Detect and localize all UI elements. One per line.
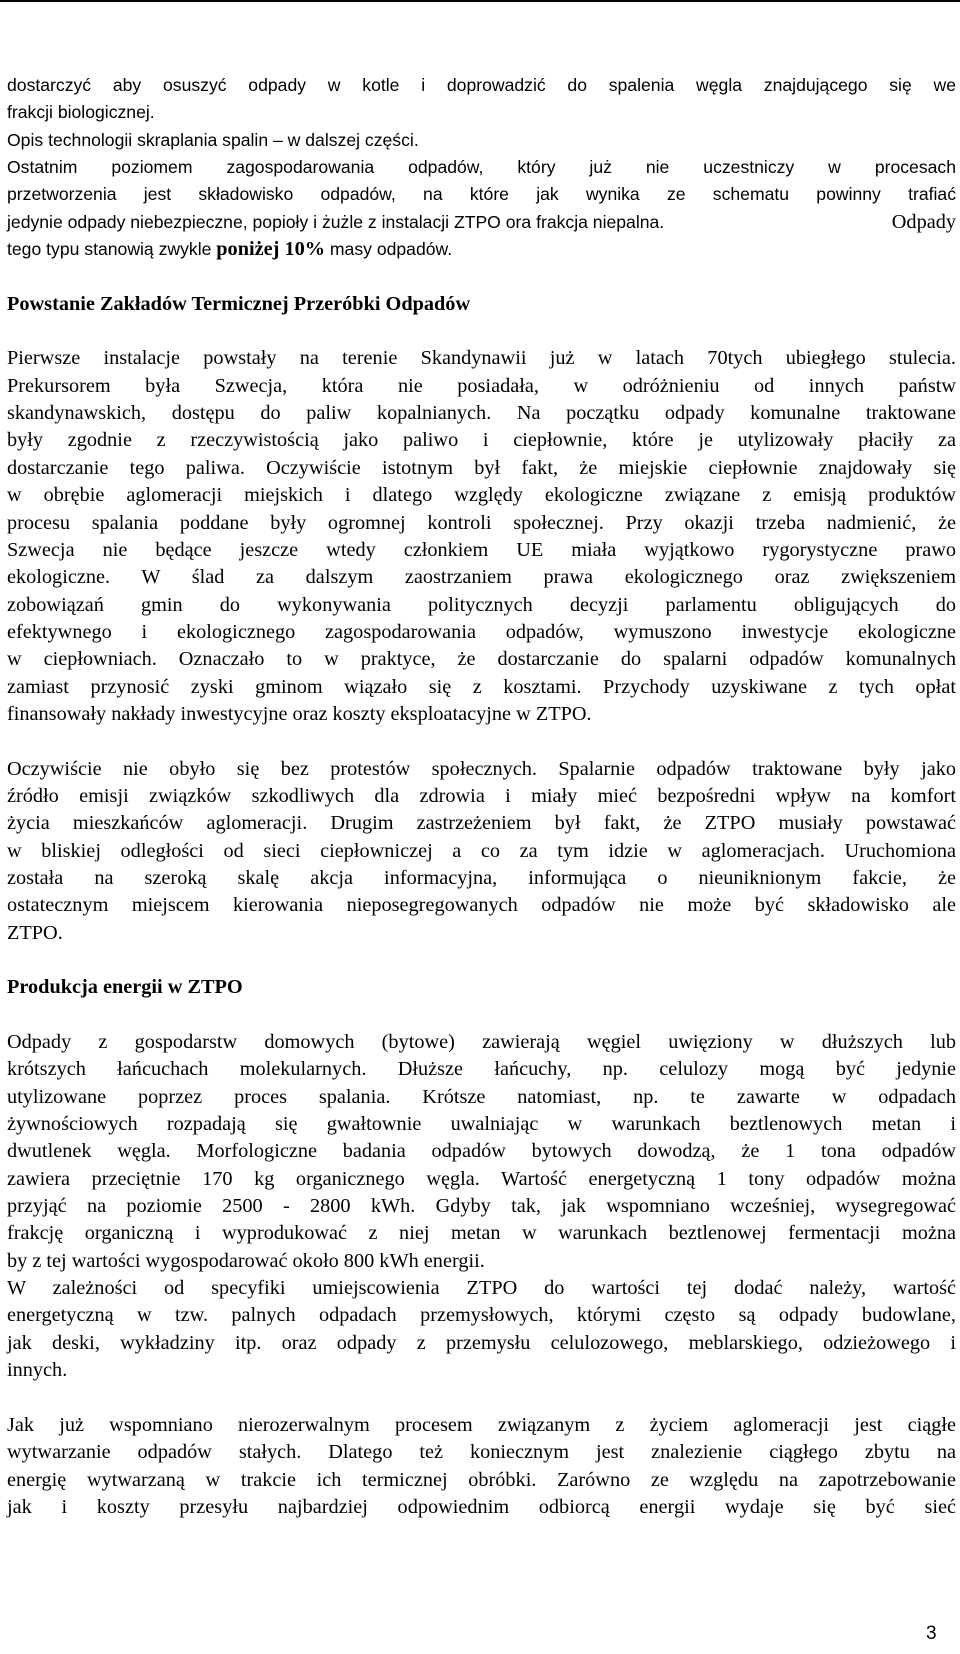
paragraph-protests [7,756,956,947]
paragraph-line: Odpady z gospodarstw domowych (bytowe) zawierają węgiel uwięziony w dłuższych lub [7,1031,956,1054]
section-heading-energia: Produkcja energii w ZTPO [7,976,243,999]
paragraph-line: frakcję organiczną i wyprodukować z niej metan w warunkach beztlenowej fermentacji można [7,1222,956,1245]
paragraph-line: dostarczanie tego paliwa. Oczywiście istotnym był fakt, że miejskie ciepłownie znajdowały się [7,456,956,479]
section-heading-zakladow: Powstanie Zakładów Termicznej Przeróbki Odpadów [7,292,471,315]
paragraph-line: w obrębie aglomeracji miejskich i dlatego względy ekologiczne związane z emisją produktów [7,484,956,507]
paragraph-line: została na szeroką skalę akcja informacyjna, informująca o nieuniknionym fakcie, że [7,866,956,889]
paragraph-line: jak deski, wykładziny itp. oraz odpady z przemysłu celulozowego, meblarskiego, odzieżowego i [7,1331,956,1354]
paragraph-line: zawiera przeciętnie 170 kg organicznego węgla. Wartość energetyczną 1 tony odpadów można [7,1167,956,1190]
paragraph-line: procesu spalania poddane były ogromnej kontroli społecznej. Przy okazji trzeba nadmienić, że [7,511,956,534]
paragraph-line: efektywnego i ekologicznego zagospodarowania odpadów, wymuszono inwestycje ekologiczne [7,620,956,643]
paragraph-energy-production [7,1029,956,1384]
paragraph-line: utylizowane poprzez proces spalania. Krótsze natomiast, np. te zawarte w odpadach [7,1085,956,1108]
paragraph-line: życia mieszkańców aglomeracji. Drugim zastrzeżeniem był fakt, że ZTPO musiały powstawać [7,812,956,835]
paragraph-line: energetyczną w tzw. palnych odpadach przemysłowych, którymi często są odpady budowlane, [7,1304,956,1327]
paragraph-line: dostarczyć aby osuszyć odpady w kotle i doprowadzić do spalenia węgla znajdującego się we [7,75,956,95]
paragraph-line: żywnościowych rozpadają się gwałtownie uwalniając w warunkach beztlenowych metan i [7,1113,956,1136]
paragraph-line: krótszych łańcuchach molekularnych. Dłuższe łańcuchy, np. celulozy mogą być jedynie [7,1058,956,1081]
paragraph-line: Szwecja nie będące jeszcze wtedy członkiem UE miała wyjątkowo rygorystyczne prawo [7,538,956,561]
paragraph-line: jedynie odpady niebezpieczne, popioły i żużle z instalacji ZTPO ora frakcja niepalna. Odpady [7,209,956,236]
line-tail-word: Odpady [891,210,956,233]
paragraph-line: tego typu stanowią zwykle poniżej 10% masy odpadów. [7,238,453,261]
paragraph-line: Jak już wspomniano nierozerwalnym procesem związanym z życiem aglomeracji jest ciągłe [7,1413,956,1436]
paragraph-line: by z tej wartości wygospodarować około 800 kWh energii. [7,1249,485,1272]
paragraph-line: przyjąć na poziomie 2500 - 2800 kWh. Gdyby tak, jak wspomniano wcześniej, wysegregować [7,1195,956,1218]
bold-phrase: poniżej 10% [216,238,326,261]
paragraph-line: Prekursorem była Szwecja, która nie posiadała, w odróżnieniu od innych państw [7,374,956,397]
paragraph-line: w ciepłowniach. Oznaczało to w praktyce, że dostarczanie do spalarni odpadów komunalnych [7,648,956,671]
paragraph-history [7,345,956,728]
paragraph-line: energię wytwarzaną w trakcie ich termicznej obróbki. Zarówno ze względu na zapotrzebowanie [7,1468,956,1491]
paragraph-line: Oczywiście nie obyło się bez protestów społecznych. Spalarnie odpadów traktowane były jako [7,757,956,780]
paragraph-line: w bliskiej odległości od sieci ciepłowniczej a co za tym idzie w aglomeracjach. Uruchomiona [7,839,956,862]
paragraph-line: zamiast przynosić zyski gminom wiązało się z kosztami. Przychody uzyskiwane z tych opłat [7,675,956,698]
paragraph-line: skandynawskich, dostępu do paliw kopalnianych. Na początku odpady komunalne traktowane [7,402,956,425]
paragraph-line: frakcji biologicznej. [7,102,155,123]
paragraph-line: finansowały nakłady inwestycyjne oraz koszty eksploatacyjne w ZTPO. [7,702,592,725]
paragraph-line: ekologiczne. W ślad za dalszym zaostrzaniem prawa ekologicznego oraz zwiększeniem [7,566,956,589]
paragraph-line: przetworzenia jest składowisko odpadów, na które jak wynika ze schematu powinny trafiać [7,184,956,205]
paragraph-line: jak i koszty przesyłu najbardziej odpowiednim odbiorcą energii wydaje się być sieć [7,1495,956,1518]
paragraph-line: dwutlenek węgla. Morfologiczne badania odpadów bytowych dowodzą, że 1 tona odpadów [7,1140,956,1163]
paragraph-line: W zależności od specyfiki umiejscowienia ZTPO do wartości tej dodać należy, wartość [7,1277,956,1300]
paragraph-line: Ostatnim poziomem zagospodarowania odpadów, który już nie uczestniczy w procesach [7,157,956,178]
paragraph-line: źródło emisji związków szkodliwych dla zdrowia i miały mieć bezpośredni wpływ na komfort [7,784,956,807]
paragraph-line: były zgodnie z rzeczywistością jako paliwo i ciepłownie, które je utylizowały płaciły za [7,429,956,452]
paragraph-line: innych. [7,1359,68,1382]
paragraph-line: Opis technologii skraplania spalin – w dalszej części. [7,129,419,150]
document-body [7,72,956,1521]
page-number: 3 [926,1623,937,1644]
paragraph-continuous-waste [7,1412,956,1521]
paragraph-line: Pierwsze instalacje powstały na terenie Skandynawii już w latach 70tych ubiegłego stulecia. [7,347,956,370]
paragraph-line: ostatecznym miejscem kierowania nieposegregowanych odpadów nie może być składowisko ale [7,894,956,917]
paragraph-intro [7,72,956,263]
paragraph-line: ZTPO. [7,921,63,944]
paragraph-intro-lines [7,72,956,236]
paragraph-line: zobowiązań gmin do wykonywania politycznych decyzji parlamentu obligujących do [7,593,956,616]
paragraph-line: wytwarzanie odpadów stałych. Dlatego też koniecznym jest znalezienie ciągłego zbytu na [7,1441,956,1464]
top-border-line [0,0,960,2]
